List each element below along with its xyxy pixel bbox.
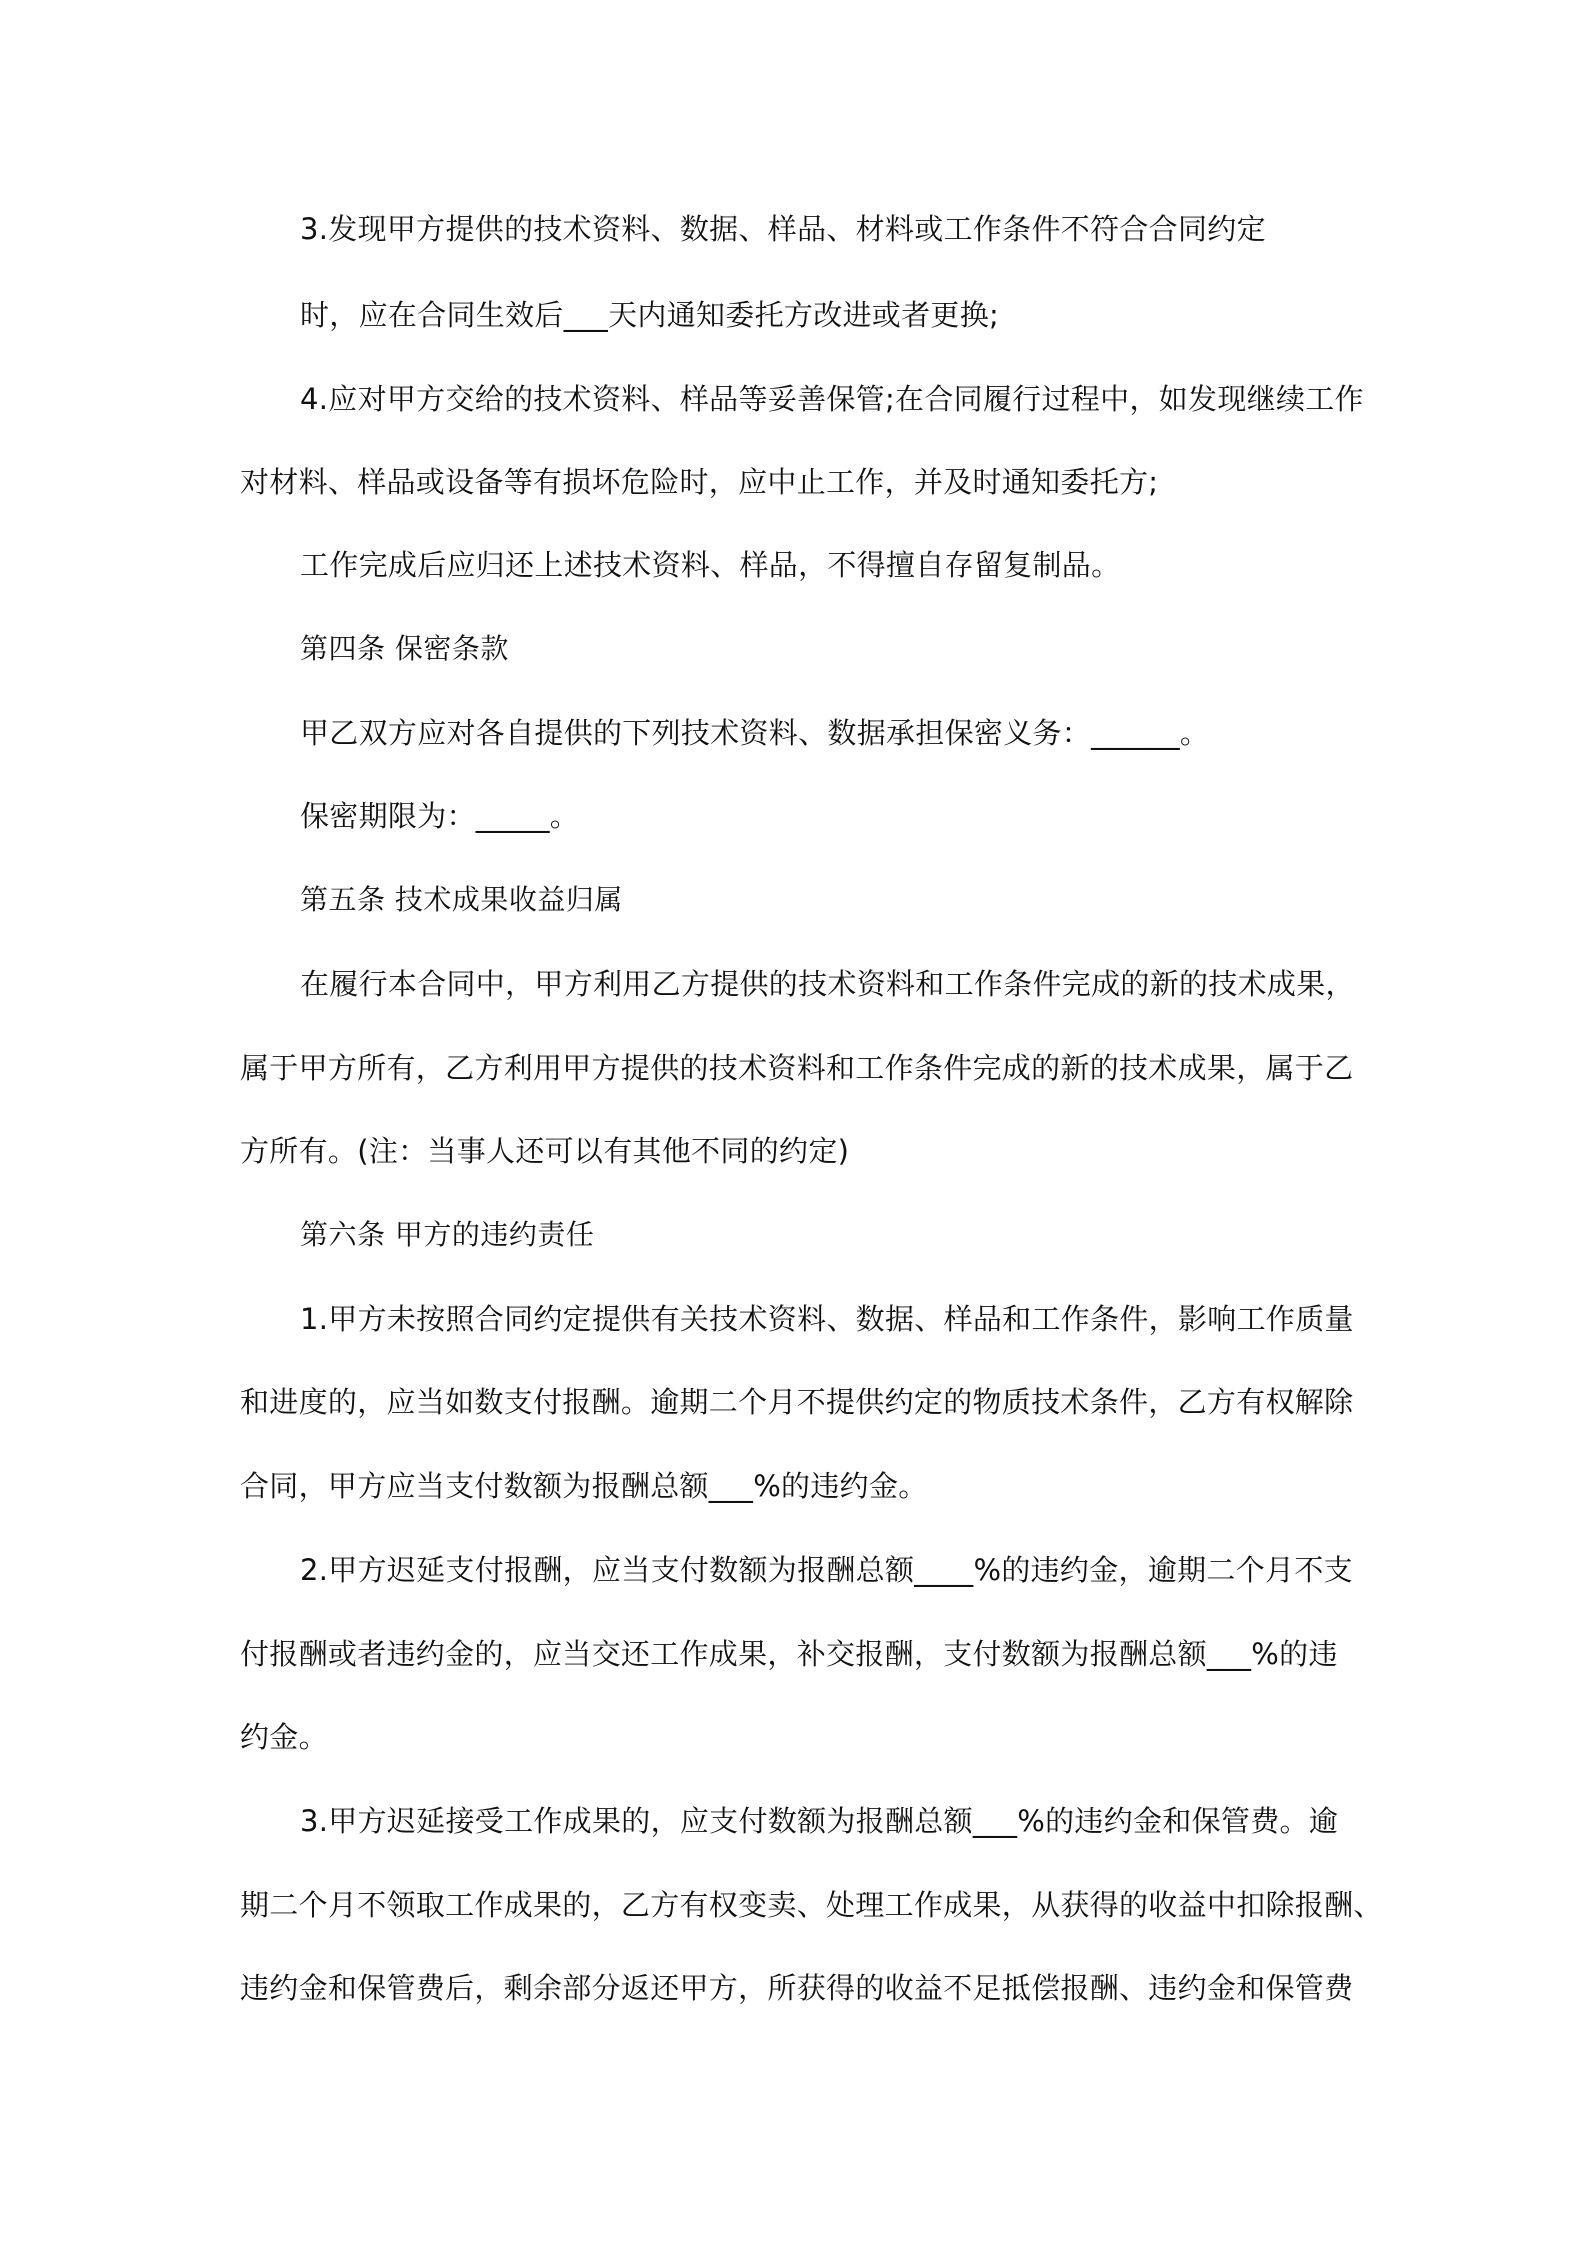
text-line: 4.应对甲方交给的技术资料、样品等妥善保管;在合同履行过程中，如发现继续工作 [300, 382, 1364, 416]
text-line: 付报酬或者违约金的，应当交还工作成果，补交报酬，支付数额为报酬总额___%的违 [240, 1637, 1338, 1671]
text-line: 属于甲方所有，乙方利用甲方提供的技术资料和工作条件完成的新的技术成果，属于乙 [240, 1051, 1354, 1085]
text-line: 在履行本合同中，甲方利用乙方提供的技术资料和工作条件完成的新的技术成果， [300, 967, 1355, 1001]
text-line: 合同，甲方应当支付数额为报酬总额___%的违约金。 [240, 1469, 928, 1503]
text-line: 2.甲方迟延支付报酬，应当支付数额为报酬总额____%的违约金，逾期二个月不支 [300, 1553, 1353, 1587]
text-line: 和进度的，应当如数支付报酬。逾期二个月不提供约定的物质技术条件，乙方有权解除 [240, 1385, 1354, 1419]
text-line: 期二个月不领取工作成果的，乙方有权变卖、处理工作成果，从获得的收益中扣除报酬、 [240, 1888, 1383, 1922]
text-line: 对材料、样品或设备等有损坏危险时，应中止工作，并及时通知委托方; [240, 465, 1159, 499]
section-heading: 第六条 甲方的违约责任 [300, 1218, 595, 1251]
section-heading: 第五条 技术成果收益归属 [300, 883, 623, 916]
text-line: 1.甲方未按照合同约定提供有关技术资料、数据、样品和工作条件，影响工作质量 [300, 1302, 1354, 1336]
text-line: 违约金和保管费后，剩余部分返还甲方，所获得的收益不足抵偿报酬、违约金和保管费 [240, 1971, 1354, 2005]
text-line: 时，应在合同生效后___天内通知委托方改进或者更换; [300, 298, 1000, 332]
text-line: 3.甲方迟延接受工作成果的，应支付数额为报酬总额___%的违约金和保管费。逾 [300, 1804, 1339, 1838]
text-line: 3.发现甲方提供的技术资料、数据、样品、材料或工作条件不符合合同约定 [300, 212, 1266, 246]
text-line: 工作完成后应归还上述技术资料、样品，不得擅自存留复制品。 [300, 548, 1121, 582]
text-line: 甲乙双方应对各自提供的下列技术资料、数据承担保密义务：______。 [300, 716, 1210, 750]
text-line: 保密期限为：_____。 [300, 799, 580, 833]
section-heading: 第四条 保密条款 [300, 632, 509, 665]
text-line: 约金。 [240, 1720, 328, 1754]
text-line: 方所有。(注：当事人还可以有其他不同的约定) [240, 1134, 850, 1168]
